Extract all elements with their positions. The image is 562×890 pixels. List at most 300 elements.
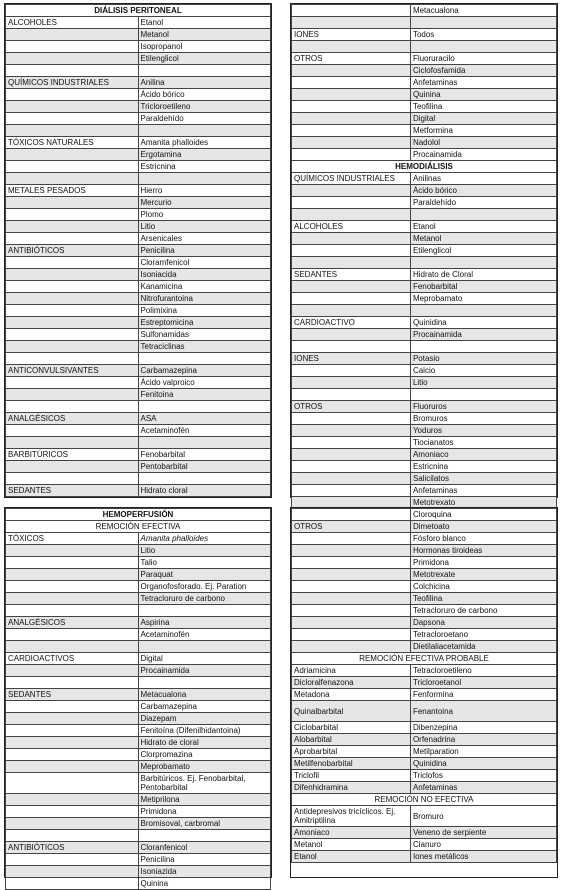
substance-cell: Dimetoato [410,521,556,533]
category-cell [292,569,411,581]
substance-cell: Etanol [138,17,271,29]
category-cell: ANALGÉSICOS [6,617,139,629]
substance-cell: Tetracloruro de carbono [410,605,556,617]
substance-cell: Anfetaminas [410,485,556,497]
category-cell: Etanol [292,851,411,863]
substance-cell [138,353,271,365]
table-row [6,569,271,581]
table-row [292,377,557,389]
category-cell [6,161,139,173]
table-row [292,29,557,41]
category-cell: QUÍMICOS INDUSTRIALES [6,77,139,89]
category-cell [292,509,411,521]
substance-cell: Digital [138,653,271,665]
table-row [6,125,271,137]
category-cell [6,794,139,806]
table-row [6,557,271,569]
category-cell [6,878,139,890]
table-row [6,29,271,41]
substance-cell: Procainamida [410,329,556,341]
substance-cell [138,65,271,77]
category-cell [6,701,139,713]
substance-cell: Bromuros [410,413,556,425]
category-cell: OTROS [292,401,411,413]
category-cell [6,593,139,605]
hemoperfusion-cont-table [290,507,558,878]
table-row [6,209,271,221]
table-row [292,389,557,401]
table-row [6,461,271,473]
substance-cell: Litio [138,221,271,233]
category-cell: ANTICONVULSIVANTES [6,365,139,377]
table-row [292,629,557,641]
category-cell [6,629,139,641]
category-cell [292,41,411,53]
category-cell [6,641,139,653]
substance-cell: Procainamida [138,665,271,677]
table-row [292,281,557,293]
category-cell [292,233,411,245]
substance-cell: Metanol [138,29,271,41]
substance-cell: Yoduros [410,425,556,437]
category-cell [6,377,139,389]
category-cell [292,449,411,461]
substance-cell: Cloroquina [410,509,556,521]
category-cell [292,473,411,485]
substance-cell: Ácido bórico [138,89,271,101]
substance-cell: Etilenglicol [138,53,271,65]
table-row [6,77,271,89]
substance-cell [410,41,556,53]
table-row [6,377,271,389]
substance-cell: Teofilina [410,593,556,605]
category-cell: TÓXICOS [6,533,139,545]
probable-title: REMOCIÓN EFECTIVA PROBABLE [292,653,557,665]
category-cell [292,389,411,401]
category-cell [292,101,411,113]
category-cell [292,413,411,425]
category-cell: METALES PESADOS [6,185,139,197]
substance-cell: Diazepam [138,713,271,725]
substance-cell: Quinina [138,878,271,890]
category-cell [6,89,139,101]
category-cell [6,329,139,341]
substance-cell: Fósforo blanco [410,533,556,545]
substance-cell: Quinidina [410,758,556,770]
substance-cell: Fenantoina [410,701,556,722]
substance-cell: Procainamida [410,149,556,161]
category-cell: Difenhidramina [292,782,411,794]
substance-cell: Barbitúricos. Ej. Fenobarbital, Pentobarbital [138,773,271,794]
substance-cell: Calcio [410,365,556,377]
category-cell [6,557,139,569]
table-row [292,341,557,353]
table-row [6,593,271,605]
category-cell: CARDIOACTIVOS [6,653,139,665]
substance-cell: Nitrofurantoina [138,293,271,305]
table-row [6,617,271,629]
table-row [6,353,271,365]
category-cell [292,245,411,257]
substance-cell: Hidrato de Cloral [410,269,556,281]
substance-cell: Potasio [410,353,556,365]
table-row [292,41,557,53]
table-row [292,293,557,305]
table-row [6,101,271,113]
table-row [6,701,271,713]
category-cell: Adriamicina [292,665,411,677]
category-cell [6,233,139,245]
substance-cell: Tetracloroetileno [410,665,556,677]
table-row [6,365,271,377]
substance-cell: Triclofos [410,770,556,782]
substance-cell: Hidrato cloral [138,485,271,497]
table-row [6,473,271,485]
substance-cell: Hormonas tiroideas [410,545,556,557]
table-row [292,665,557,677]
category-cell [6,281,139,293]
substance-cell: Etilenglicol [410,245,556,257]
table-row [6,737,271,749]
table-row [6,437,271,449]
table-row [292,353,557,365]
table-row [292,101,557,113]
table-row [6,269,271,281]
table-row [292,581,557,593]
substance-cell: Paraldehído [138,113,271,125]
table-row [292,734,557,746]
substance-cell: Cianuro [410,839,556,851]
substance-cell: Anilina [138,77,271,89]
category-cell: ANTIBIÓTICOS [6,245,139,257]
category-cell [292,329,411,341]
category-cell [6,737,139,749]
substance-cell: Carbamazepina [138,701,271,713]
table-row [292,839,557,851]
category-cell [6,581,139,593]
substance-cell [138,641,271,653]
substance-cell: Tetraciclinas [138,341,271,353]
category-cell [292,305,411,317]
table-row [6,830,271,842]
category-cell [6,545,139,557]
substance-cell [138,473,271,485]
table-row [6,221,271,233]
table-row [6,137,271,149]
category-cell [292,341,411,353]
category-cell [6,149,139,161]
category-cell [292,617,411,629]
table-row [292,317,557,329]
substance-cell: Organofosforado. Ej. Paration [138,581,271,593]
table-row [292,605,557,617]
substance-cell: Clorpromazina [138,749,271,761]
category-cell [6,29,139,41]
category-cell [292,5,411,17]
substance-cell: Paraldehído [410,197,556,209]
category-cell: IONES [292,353,411,365]
category-cell [292,557,411,569]
substance-cell: Fenitoina [138,389,271,401]
table-row [292,851,557,863]
substance-cell: Fluoruracilo [410,53,556,65]
table-row [6,185,271,197]
table-row [292,689,557,701]
category-cell [6,425,139,437]
table-row [292,617,557,629]
category-cell: SEDANTES [6,689,139,701]
table-row [292,137,557,149]
substance-cell [138,605,271,617]
category-cell [6,665,139,677]
table-row [6,794,271,806]
category-cell [6,41,139,53]
category-cell [292,485,411,497]
substance-cell [410,17,556,29]
table-row [292,365,557,377]
category-cell [6,713,139,725]
category-cell: Aprobarbital [292,746,411,758]
category-cell [292,629,411,641]
substance-cell: Ergotamina [138,149,271,161]
dialisis-title: DIÁLISIS PERITONEAL [6,5,271,17]
category-cell [6,473,139,485]
substance-cell: Carbamazepina [138,365,271,377]
category-cell: ALCOHOLES [6,17,139,29]
table-row [6,89,271,101]
table-row [292,782,557,794]
substance-cell: Acetaminofén [138,629,271,641]
category-cell [292,125,411,137]
table-row [6,389,271,401]
substance-cell: Metiprilona [138,794,271,806]
category-cell [292,293,411,305]
substance-cell [138,401,271,413]
category-cell [6,677,139,689]
table-row [292,449,557,461]
category-cell [6,818,139,830]
no-efectiva-title: REMOCIÓN NO EFECTIVA [292,794,557,806]
substance-cell: Isoniazida [138,866,271,878]
table-row [6,233,271,245]
table-row [292,593,557,605]
table-row [6,317,271,329]
table-row [292,5,557,17]
category-cell: Alobarbital [292,734,411,746]
substance-cell: Ácido bórico [410,185,556,197]
substance-cell: Tricloroetileno [138,101,271,113]
substance-cell: Isoniacida [138,269,271,281]
table-row [6,581,271,593]
substance-cell: Metformina [410,125,556,137]
table-row [6,677,271,689]
table-row [292,65,557,77]
substance-cell: Fluoruros [410,401,556,413]
category-cell [292,605,411,617]
substance-cell: Aspirina [138,617,271,629]
table-row [6,878,271,890]
table-row [6,689,271,701]
table-row [6,17,271,29]
category-cell [292,641,411,653]
category-cell [292,185,411,197]
table-row [6,197,271,209]
table-row [6,449,271,461]
table-row [6,665,271,677]
category-cell: Metilfenobarbital [292,758,411,770]
substance-cell: Colchicina [410,581,556,593]
substance-cell: Orfenadrina [410,734,556,746]
substance-cell: Anfetaminas [410,77,556,89]
table-row [292,113,557,125]
substance-cell: Hierro [138,185,271,197]
category-cell [292,137,411,149]
category-cell [6,830,139,842]
table-row [6,65,271,77]
table-row [6,725,271,737]
table-row [6,149,271,161]
category-cell [6,305,139,317]
table-row [6,806,271,818]
substance-cell: ASA [138,413,271,425]
category-cell [292,209,411,221]
substance-cell: Amoniaco [410,449,556,461]
substance-cell: Sulfonamidas [138,329,271,341]
table-row [6,341,271,353]
table-row [292,425,557,437]
category-cell [6,389,139,401]
substance-cell: Quinina [410,89,556,101]
table-row [292,53,557,65]
category-cell: Metanol [292,839,411,851]
substance-cell: Metotrexate [410,569,556,581]
substance-cell: Isopropanol [138,41,271,53]
substance-cell [138,830,271,842]
table-row [292,245,557,257]
substance-cell: Veneno de serpiente [410,827,556,839]
hemoperfusion-subtitle: REMOCIÓN EFECTIVA [6,521,271,533]
table-row [292,557,557,569]
category-cell [6,317,139,329]
dialisis-table [4,3,272,498]
table-row [292,185,557,197]
category-cell [6,353,139,365]
substance-cell: Dibenzepina [410,722,556,734]
substance-cell: Litio [138,545,271,557]
category-cell [6,65,139,77]
table-row [6,533,271,545]
substance-cell: Polimixina [138,305,271,317]
table-row [292,677,557,689]
substance-cell: Tiocianatos [410,437,556,449]
substance-cell [138,437,271,449]
category-cell [6,749,139,761]
table-row [292,827,557,839]
category-cell [6,854,139,866]
substance-cell: Fenitoína (Difenilhidantoina) [138,725,271,737]
table-row [292,461,557,473]
table-row [6,713,271,725]
category-cell [292,365,411,377]
category-cell [6,461,139,473]
category-cell [292,281,411,293]
table-row [292,806,557,827]
table-row [6,818,271,830]
substance-cell: Amanita phalloides [138,533,271,545]
table-row [292,221,557,233]
substance-cell: Tricloroetanol [410,677,556,689]
category-cell [6,269,139,281]
table-row [6,866,271,878]
substance-cell: Metacualona [138,689,271,701]
category-cell [6,125,139,137]
substance-cell [138,677,271,689]
table-row [6,257,271,269]
category-cell [292,197,411,209]
category-cell: Ciclobarbital [292,722,411,734]
substance-cell: Talio [138,557,271,569]
category-cell: ANALGÉSICOS [6,413,139,425]
category-cell: ANTIBIÓTICOS [6,842,139,854]
substance-cell: Plomo [138,209,271,221]
hemodialisis-table [290,3,558,507]
table-row [6,653,271,665]
substance-cell: Quinidina [410,317,556,329]
table-row [6,605,271,617]
substance-cell: Mercurio [138,197,271,209]
substance-cell: Estricnina [138,161,271,173]
category-cell [292,257,411,269]
substance-cell: Kanamicina [138,281,271,293]
substance-cell: Dietilaliacetamida [410,641,556,653]
category-cell [292,437,411,449]
category-cell [292,149,411,161]
table-row [6,749,271,761]
table-row [6,113,271,125]
substance-cell: Iones metálicos [410,851,556,863]
substance-cell [410,341,556,353]
table-row [6,401,271,413]
table-row [6,245,271,257]
substance-cell: Cloramfenicol [138,257,271,269]
table-row [6,629,271,641]
category-cell [6,221,139,233]
substance-cell: Metanol [410,233,556,245]
substance-cell: Anilinas [410,173,556,185]
category-cell [6,725,139,737]
table-row [292,545,557,557]
category-cell: TÓXICOS NATURALES [6,137,139,149]
table-row [6,773,271,794]
table-row [292,329,557,341]
table-row [6,425,271,437]
category-cell [292,65,411,77]
table-row [292,233,557,245]
category-cell: Metadona [292,689,411,701]
substance-cell: Ciclofosfamida [410,65,556,77]
table-row [6,305,271,317]
substance-cell: Bromuro [410,806,556,827]
table-row [292,149,557,161]
category-cell [292,581,411,593]
table-row [6,161,271,173]
substance-cell: Paraquat [138,569,271,581]
category-cell [6,401,139,413]
category-cell [292,17,411,29]
table-row [6,173,271,185]
category-cell [292,377,411,389]
substance-cell [138,173,271,185]
